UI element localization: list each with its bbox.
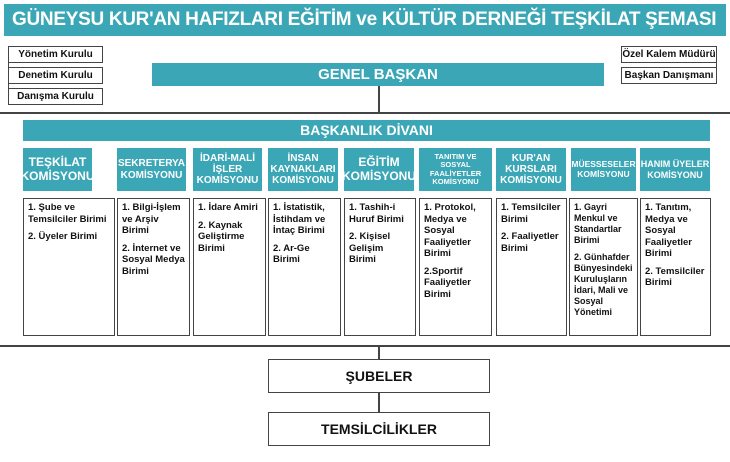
baskan-danismani-box: Başkan Danışmanı xyxy=(621,67,717,84)
commission-body-tanitim xyxy=(419,198,492,336)
commission-header-muesseseler xyxy=(571,148,636,191)
commission-title-line: KOMİSYONU xyxy=(432,176,479,186)
commission-title-line: KOMİSYONU xyxy=(647,169,703,180)
genel-baskan-box: GENEL BAŞKAN xyxy=(152,63,604,86)
unit-item: 1. İstatistik, İstihdam ve İntaç Birimi xyxy=(273,202,326,237)
commission-header-teskilat xyxy=(20,148,95,191)
commission-body-egitim xyxy=(344,198,416,336)
temsilcilikler-box: TEMSİLCİLİKLER xyxy=(268,412,490,446)
commission-header-hanim-uyeler xyxy=(640,148,710,191)
commission-title-line: İNSAN xyxy=(287,152,319,164)
commission-title-line: KURSLARI xyxy=(505,163,557,175)
commission-body-kuran-kurslari xyxy=(496,198,567,336)
commission-header-idari-mali xyxy=(193,148,262,191)
commission-title-line: HANIM ÜYELER xyxy=(640,159,710,170)
unit-item: 2. Kişisel Gelişim Birimi xyxy=(349,231,391,266)
unit-item: 1. Tanıtım, Medya ve Sosyal Faaliyetler Birimi xyxy=(645,202,692,260)
unit-item: 2. Ar-Ge Birimi xyxy=(273,242,310,266)
commission-title-line: SEKRETERYA xyxy=(117,158,186,170)
unit-item: 2. Üyeler Birimi xyxy=(28,231,98,243)
commission-title-line: KOMİSYONU xyxy=(500,175,562,187)
baskanlik-divani-box: BAŞKANLIK DİVANI xyxy=(23,120,710,141)
unit-item: 1. Bilgi-İşlem ve Arşiv Birimi xyxy=(122,202,181,237)
subeler-up-line xyxy=(378,347,380,359)
commission-body-idari-mali xyxy=(193,198,266,336)
commission-header-insan-kaynaklari xyxy=(268,148,338,191)
commission-title-line: TANITIM VE SOSYAL xyxy=(434,151,477,170)
divan-bottom-line xyxy=(0,345,730,347)
commission-body-muesseseler xyxy=(569,198,638,336)
commission-header-tanitim xyxy=(419,148,492,191)
unit-item: 2. Günhafder Bünyesindeki Kuruluşların İdari, Mali ve Sosyal Yönetimi xyxy=(574,251,633,317)
commission-title-line: KOMİSYONU xyxy=(196,175,259,187)
commission-title-line: EĞİTİM xyxy=(358,155,400,170)
unit-item: 2.Sportif Faaliyetler Birimi xyxy=(424,265,471,301)
commission-title-line: KUR'AN xyxy=(511,152,551,164)
commission-title-line: KOMİSYONU xyxy=(342,168,417,183)
unit-item: 2. İnternet ve Sosyal Medya Birimi xyxy=(122,242,185,277)
unit-item: 2. Temsilciler Birimi xyxy=(645,265,705,289)
commission-title-line: KOMİSYONU xyxy=(272,175,334,187)
chart-title: GÜNEYSU KUR'AN HAFIZLARI EĞİTİM ve KÜLTÜR DERNEĞİ TEŞKİLAT ŞEMASI xyxy=(4,4,726,36)
denetim-kurulu-box: Denetim Kurulu xyxy=(8,67,103,84)
ozel-kalem-muduru-box: Özel Kalem Müdürü xyxy=(621,46,717,63)
commission-body-sekreterya xyxy=(117,198,190,336)
commission-title-line: İDARİ-MALİ xyxy=(200,152,255,164)
danisma-kurulu-box: Danışma Kurulu xyxy=(8,88,103,105)
unit-item: 2. Faaliyetler Birimi xyxy=(501,231,559,254)
commission-header-egitim xyxy=(342,148,417,191)
unit-item: 1. Gayri Menkul ve Standartlar Birimi xyxy=(574,202,622,245)
unit-item: 2. Kaynak Geliştirme Birimi xyxy=(198,219,245,254)
commission-title-line: KOMİSYONU xyxy=(577,168,630,179)
unit-item: 1. Şube ve Temsilciler Birimi xyxy=(28,202,107,225)
commission-body-teskilat xyxy=(23,198,115,336)
unit-item: 1. Tashih-i Huruf Birimi xyxy=(349,202,404,225)
subeler-box: ŞUBELER xyxy=(268,359,490,393)
commission-title-line: MÜESSESELER xyxy=(571,158,636,169)
divan-top-line xyxy=(0,112,730,114)
unit-item: 1. Temsilciler Birimi xyxy=(501,202,561,225)
commission-title-line: KOMİSYONU xyxy=(20,168,95,183)
commission-title-line: İŞLER xyxy=(212,163,243,175)
commission-title-line: KOMİSYONU xyxy=(120,169,183,181)
genel-baskan-down-line xyxy=(378,86,380,113)
commission-title-line: TEŞKİLAT xyxy=(28,155,87,170)
commission-body-insan-kaynaklari xyxy=(268,198,341,336)
commission-header-kuran-kurslari xyxy=(496,148,566,191)
yonetim-kurulu-box: Yönetim Kurulu xyxy=(8,46,103,63)
commission-title-line: FAALİYETLER xyxy=(429,168,482,178)
commission-header-sekreterya xyxy=(117,148,186,191)
unit-item: 1. İdare Amiri xyxy=(198,202,258,213)
subeler-temsilcilikler-line xyxy=(378,392,380,412)
commission-title-line: KAYNAKLARI xyxy=(270,163,336,175)
commission-body-hanim-uyeler xyxy=(640,198,711,336)
unit-item: 1. Protokol, Medya ve Sosyal Faaliyetler Birimi xyxy=(424,202,476,260)
